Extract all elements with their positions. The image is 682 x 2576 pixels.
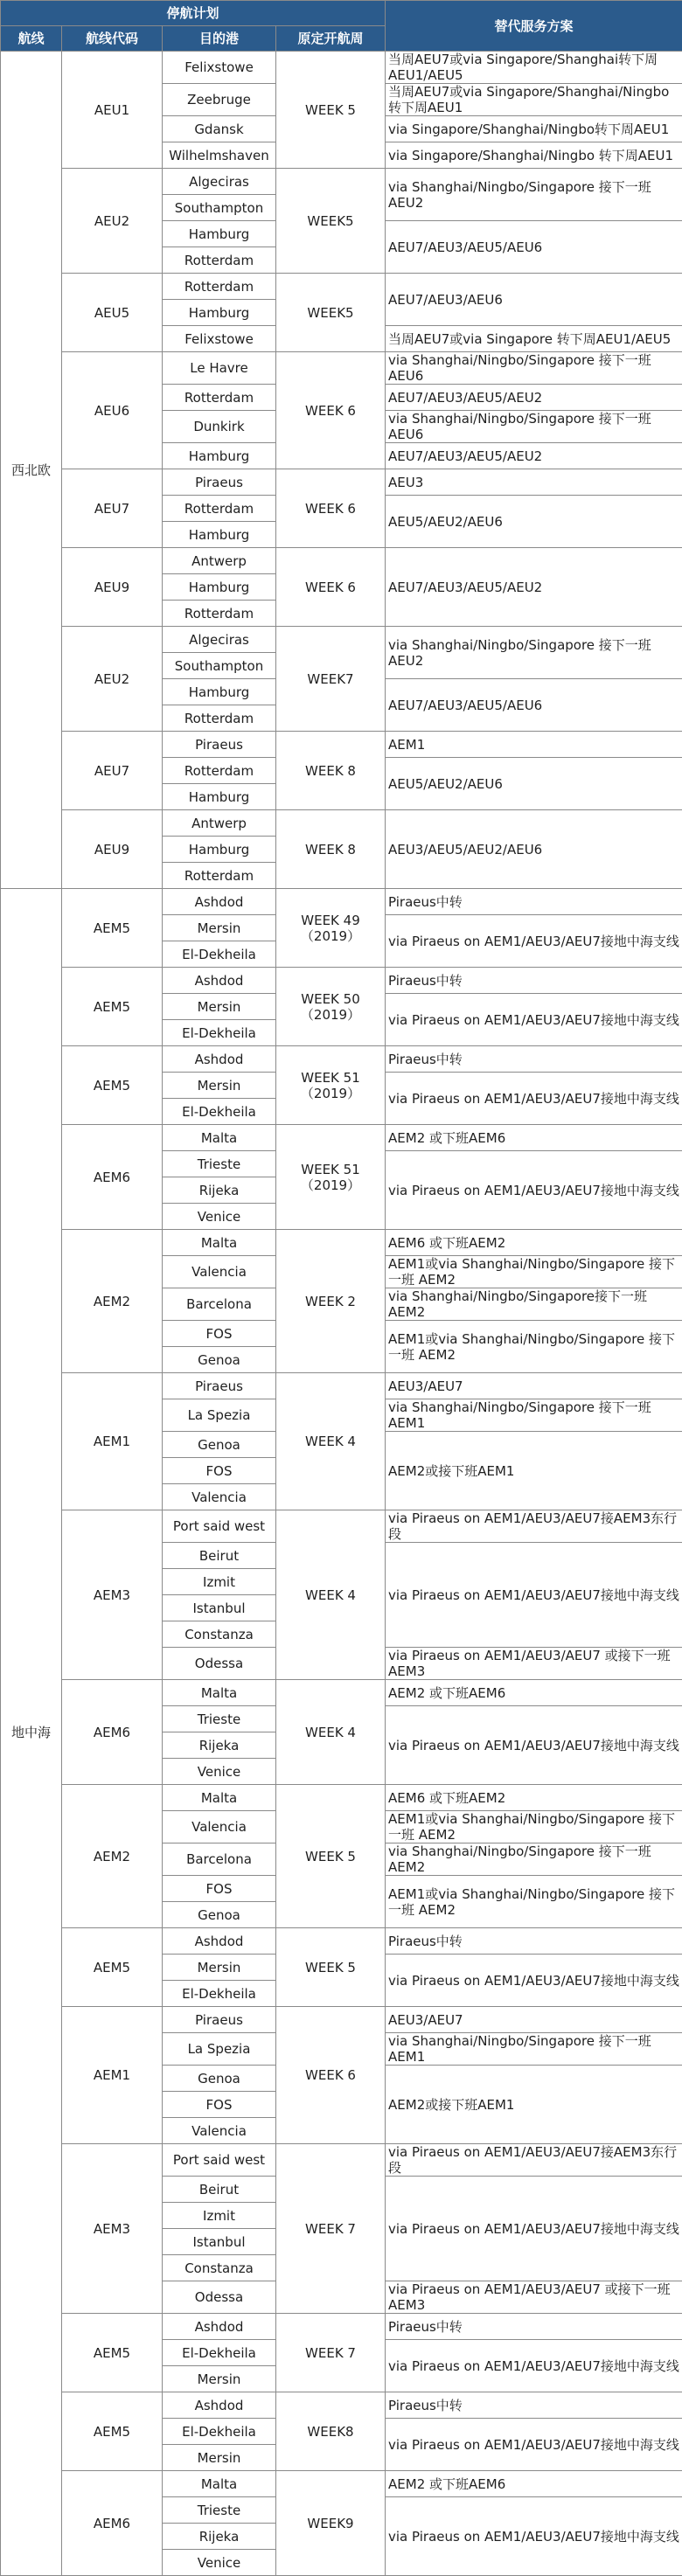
service-code-cell: AEM5	[62, 2314, 163, 2392]
alternative-plan-cell: Piraeus中转	[386, 2392, 682, 2419]
destination-port-cell: Barcelona	[163, 1288, 276, 1321]
destination-port-cell: Algeciras	[163, 627, 276, 653]
destination-port-cell: Southampton	[163, 653, 276, 679]
service-code-cell: AEM3	[62, 2144, 163, 2314]
destination-port-cell: Hamburg	[163, 837, 276, 863]
alternative-plan-cell: via Shanghai/Ningbo/Singapore 接下一班AEU2	[386, 627, 682, 679]
table-header	[1, 1, 682, 52]
alternative-plan-cell: AEU7/AEU3/AEU5/AEU6	[386, 221, 682, 274]
destination-port-cell: La Spezia	[163, 2033, 276, 2066]
table-row	[1, 548, 682, 574]
original-week-cell: WEEK 51（2019）	[276, 1125, 386, 1230]
alternative-plan-cell: via Piraeus on AEM1/AEU3/AEU7接地中海支线	[386, 1073, 682, 1125]
original-week-cell: WEEK5	[276, 274, 386, 352]
original-week-cell: WEEK 8	[276, 810, 386, 889]
original-week-cell: WEEK 6	[276, 352, 386, 469]
alternative-plan-cell: 当周AEU7或via Singapore/Shanghai/Ningbo 转下周AEU1	[386, 84, 682, 116]
table-row	[1, 2314, 682, 2340]
alternative-plan-cell: via Shanghai/Ningbo/Singapore接下一班AEM2	[386, 1288, 682, 1321]
destination-port-cell: Le Havre	[163, 352, 276, 385]
destination-port-cell: Malta	[163, 2471, 276, 2497]
destination-port-cell: Hamburg	[163, 574, 276, 601]
destination-port-cell: La Spezia	[163, 1399, 276, 1432]
destination-port-cell: Malta	[163, 1680, 276, 1706]
service-code-cell: AEU2	[62, 169, 163, 274]
alternative-plan-cell: via Piraeus on AEM1/AEU3/AEU7接地中海支线	[386, 1955, 682, 2007]
table-row	[1, 1510, 682, 1543]
table-row	[1, 1230, 682, 1256]
destination-port-cell: Zeebruge	[163, 84, 276, 116]
original-week-header: 原定开航周	[276, 26, 386, 52]
alternative-plan-cell: Piraeus中转	[386, 968, 682, 994]
alternative-plan-cell: AEU7/AEU3/AEU6	[386, 274, 682, 326]
destination-port-cell: Antwerp	[163, 548, 276, 574]
table-row	[1, 169, 682, 195]
alternative-plan-cell: AEU5/AEU2/AEU6	[386, 496, 682, 548]
alternative-plan-cell: AEM1或via Shanghai/Ningbo/Singapore 接下一班 AEM2	[386, 1876, 682, 1928]
service-code-cell: AEM5	[62, 968, 163, 1046]
destination-port-cell: Venice	[163, 2550, 276, 2576]
alternative-plan-cell: AEM1或via Shanghai/Ningbo/Singapore 接下一班 AEM2	[386, 1256, 682, 1288]
destination-port-cell: Genoa	[163, 1347, 276, 1373]
table-row	[1, 2007, 682, 2033]
destination-port-cell: El-Dekheila	[163, 2419, 276, 2445]
alternative-plan-cell: Piraeus中转	[386, 1928, 682, 1955]
alternative-plan-cell: AEM1或via Shanghai/Ningbo/Singapore 接下一班 AEM2	[386, 1811, 682, 1843]
alternative-plan-cell: AEU7/AEU3/AEU5/AEU2	[386, 443, 682, 469]
destination-port-cell: Rijeka	[163, 2524, 276, 2550]
original-week-cell: WEEK9	[276, 2471, 386, 2576]
destination-port-cell: Istanbul	[163, 2229, 276, 2255]
destination-port-cell: El-Dekheila	[163, 941, 276, 968]
alternative-plan-cell: AEU3/AEU7	[386, 1373, 682, 1399]
destination-port-cell: El-Dekheila	[163, 1020, 276, 1046]
destination-port-cell: Odessa	[163, 2281, 276, 2314]
alternative-plan-cell: AEM2或接下班AEM1	[386, 2066, 682, 2144]
destination-port-cell: Mersin	[163, 1073, 276, 1099]
original-week-cell: WEEK 7	[276, 2314, 386, 2392]
alternative-plan-cell: AEM2或接下班AEM1	[386, 1432, 682, 1510]
destination-port-cell: Ashdod	[163, 2314, 276, 2340]
table-row	[1, 1046, 682, 1073]
table-row	[1, 968, 682, 994]
destination-port-cell: Izmit	[163, 1569, 276, 1595]
alternative-plan-cell: via Piraeus on AEM1/AEU3/AEU7接地中海支线	[386, 1706, 682, 1785]
original-week-cell: WEEK8	[276, 2392, 386, 2471]
service-code-cell: AEM1	[62, 2007, 163, 2144]
destination-port-cell: Ashdod	[163, 968, 276, 994]
alternative-plan-cell: via Piraeus on AEM1/AEU3/AEU7接地中海支线	[386, 2497, 682, 2576]
route-header: 航线	[1, 26, 62, 52]
suspension-plan-header: 停航计划	[1, 1, 386, 26]
table-row	[1, 2392, 682, 2419]
destination-port-cell: Rotterdam	[163, 385, 276, 411]
destination-port-cell: Rotterdam	[163, 758, 276, 784]
service-code-cell: AEU9	[62, 810, 163, 889]
destination-port-cell: Malta	[163, 1125, 276, 1151]
alternative-plan-cell: via Piraeus on AEM1/AEU3/AEU7 或接下一班AEM3	[386, 2281, 682, 2314]
destination-port-cell: Beirut	[163, 2177, 276, 2203]
alternative-plan-cell: via Piraeus on AEM1/AEU3/AEU7接地中海支线	[386, 915, 682, 968]
destination-port-cell: Venice	[163, 1204, 276, 1230]
original-week-cell: WEEK 6	[276, 469, 386, 548]
table-row	[1, 469, 682, 496]
alternative-plan-cell: via Piraeus on AEM1/AEU3/AEU7 或接下一班AEM3	[386, 1648, 682, 1680]
destination-port-cell: FOS	[163, 1458, 276, 1484]
destination-port-cell: Rotterdam	[163, 247, 276, 274]
destination-port-cell: FOS	[163, 1876, 276, 1902]
alternative-plan-cell: AEU7/AEU3/AEU5/AEU2	[386, 548, 682, 627]
destination-port-cell: Mersin	[163, 1955, 276, 1981]
destination-port-cell: Constanza	[163, 2255, 276, 2281]
alternative-plan-cell: via Shanghai/Ningbo/Singapore 接下一班AEU6	[386, 411, 682, 443]
original-week-cell: WEEK 8	[276, 732, 386, 810]
destination-port-cell: Hamburg	[163, 679, 276, 705]
destination-port-cell: Port said west	[163, 2144, 276, 2177]
table-row	[1, 352, 682, 385]
table-row	[1, 52, 682, 84]
destination-port-cell: Ashdod	[163, 1928, 276, 1955]
table-row	[1, 2471, 682, 2497]
alternative-plan-cell: via Singapore/Shanghai/Ningbo 转下周AEU1	[386, 142, 682, 169]
table-body	[1, 52, 682, 2576]
region-cell: 西北欧	[1, 52, 62, 889]
destination-port-cell: Genoa	[163, 2066, 276, 2092]
destination-port-cell: El-Dekheila	[163, 1981, 276, 2007]
table-row	[1, 889, 682, 915]
alternative-plan-cell: AEM1	[386, 732, 682, 758]
destination-port-cell: Beirut	[163, 1543, 276, 1569]
service-code-cell: AEM6	[62, 1125, 163, 1230]
original-week-cell: WEEK5	[276, 169, 386, 274]
table-row	[1, 274, 682, 300]
destination-port-cell: Venice	[163, 1759, 276, 1785]
original-week-cell: WEEK7	[276, 627, 386, 732]
alternative-plan-cell: via Singapore/Shanghai/Ningbo转下周AEU1	[386, 116, 682, 142]
destination-port-cell: Rotterdam	[163, 863, 276, 889]
destination-port-cell: Hamburg	[163, 784, 276, 810]
destination-port-cell: Felixstowe	[163, 326, 276, 352]
service-code-cell: AEM1	[62, 1373, 163, 1510]
service-code-cell: AEM5	[62, 1046, 163, 1125]
destination-port-cell: Hamburg	[163, 443, 276, 469]
destination-port-cell: Mersin	[163, 994, 276, 1020]
destination-port-cell: Trieste	[163, 2497, 276, 2524]
service-code-cell: AEU7	[62, 469, 163, 548]
region-cell: 地中海	[1, 889, 62, 2576]
destination-port-cell: Istanbul	[163, 1595, 276, 1621]
alternative-plan-cell: AEU3/AEU5/AEU2/AEU6	[386, 810, 682, 889]
destination-port-cell: Hamburg	[163, 522, 276, 548]
original-week-cell: WEEK 5	[276, 52, 386, 169]
alternative-plan-cell: AEM2 或下班AEM6	[386, 1125, 682, 1151]
destination-port-cell: Mersin	[163, 2366, 276, 2392]
original-week-cell: WEEK 49（2019）	[276, 889, 386, 968]
service-code-cell: AEU2	[62, 627, 163, 732]
alternative-plan-cell: via Shanghai/Ningbo/Singapore 接下一班AEM1	[386, 2033, 682, 2066]
alternative-plan-cell: via Piraeus on AEM1/AEU3/AEU7接地中海支线	[386, 2340, 682, 2392]
table-row	[1, 1785, 682, 1811]
service-code-cell: AEM5	[62, 1928, 163, 2007]
table-row	[1, 2144, 682, 2177]
alternative-plan-cell: via Shanghai/Ningbo/Singapore 接下一班AEM2	[386, 1843, 682, 1876]
destination-port-cell: Ashdod	[163, 2392, 276, 2419]
alternative-plan-header: 替代服务方案	[386, 1, 682, 52]
alternative-plan-cell: via Piraeus on AEM1/AEU3/AEU7接地中海支线	[386, 1151, 682, 1230]
alternative-plan-cell: AEU7/AEU3/AEU5/AEU2	[386, 385, 682, 411]
alternative-plan-cell: via Piraeus on AEM1/AEU3/AEU7接地中海支线	[386, 2177, 682, 2281]
destination-port-cell: Gdansk	[163, 116, 276, 142]
destination-port-cell: Constanza	[163, 1621, 276, 1648]
destination-port-cell: Algeciras	[163, 169, 276, 195]
alternative-plan-cell: Piraeus中转	[386, 2314, 682, 2340]
alternative-plan-cell: via Shanghai/Ningbo/Singapore 接下一班AEU6	[386, 352, 682, 385]
destination-port-cell: Port said west	[163, 1510, 276, 1543]
destination-port-cell: Genoa	[163, 1902, 276, 1928]
destination-port-cell: Valencia	[163, 1484, 276, 1510]
destination-port-cell: FOS	[163, 2092, 276, 2118]
original-week-cell: WEEK 6	[276, 2007, 386, 2144]
original-week-cell: WEEK 5	[276, 1928, 386, 2007]
service-code-cell: AEM5	[62, 2392, 163, 2471]
alternative-plan-cell: via Shanghai/Ningbo/Singapore 接下一班AEU2	[386, 169, 682, 221]
alternative-plan-cell: AEM1或via Shanghai/Ningbo/Singapore 接下一班 AEM2	[386, 1321, 682, 1373]
destination-port-cell: Odessa	[163, 1648, 276, 1680]
destination-port-cell: Mersin	[163, 2445, 276, 2471]
service-code-cell: AEU5	[62, 274, 163, 352]
destination-port-cell: Trieste	[163, 1151, 276, 1177]
destination-port-cell: Southampton	[163, 195, 276, 221]
table-row	[1, 1928, 682, 1955]
destination-port-cell: Rijeka	[163, 1732, 276, 1759]
destination-port-cell: FOS	[163, 1321, 276, 1347]
original-week-cell: WEEK 51（2019）	[276, 1046, 386, 1125]
alternative-plan-cell: AEM6 或下班AEM2	[386, 1230, 682, 1256]
destination-port-cell: Rotterdam	[163, 705, 276, 732]
alternative-plan-cell: 当周AEU7或via Singapore 转下周AEU1/AEU5	[386, 326, 682, 352]
destination-port-cell: Hamburg	[163, 221, 276, 247]
alternative-plan-cell: via Piraeus on AEM1/AEU3/AEU7接地中海支线	[386, 1543, 682, 1648]
alternative-plan-cell: via Piraeus on AEM1/AEU3/AEU7接地中海支线	[386, 2419, 682, 2471]
destination-port-cell: Valencia	[163, 1811, 276, 1843]
service-code-cell: AEU6	[62, 352, 163, 469]
service-code-cell: AEU7	[62, 732, 163, 810]
table-row	[1, 1125, 682, 1151]
destination-port-cell: Wilhelmshaven	[163, 142, 276, 169]
alternative-plan-cell: AEM6 或下班AEM2	[386, 1785, 682, 1811]
destination-port-cell: Rotterdam	[163, 496, 276, 522]
original-week-cell: WEEK 50（2019）	[276, 968, 386, 1046]
service-code-cell: AEM2	[62, 1785, 163, 1928]
alternative-plan-cell: 当周AEU7或via Singapore/Shanghai转下周AEU1/AEU5	[386, 52, 682, 84]
table-row	[1, 1373, 682, 1399]
table-row	[1, 810, 682, 837]
destination-port-cell: Mersin	[163, 915, 276, 941]
original-week-cell: WEEK 4	[276, 1510, 386, 1680]
table-row	[1, 627, 682, 653]
destination-port-cell: Antwerp	[163, 810, 276, 837]
alternative-plan-cell: AEU3/AEU7	[386, 2007, 682, 2033]
service-code-cell: AEM6	[62, 2471, 163, 2576]
destination-port-cell: Valencia	[163, 2118, 276, 2144]
destination-port-cell: Barcelona	[163, 1843, 276, 1876]
destination-port-cell: Dunkirk	[163, 411, 276, 443]
destination-port-cell: Piraeus	[163, 2007, 276, 2033]
destination-port-cell: El-Dekheila	[163, 2340, 276, 2366]
service-code-cell: AEM3	[62, 1510, 163, 1680]
alternative-plan-cell: via Shanghai/Ningbo/Singapore 接下一班AEM1	[386, 1399, 682, 1432]
alternative-plan-cell: AEU7/AEU3/AEU5/AEU6	[386, 679, 682, 732]
destination-port-cell: Rotterdam	[163, 274, 276, 300]
alternative-plan-cell: AEU5/AEU2/AEU6	[386, 758, 682, 810]
service-code-cell: AEM5	[62, 889, 163, 968]
service-code-header: 航线代码	[62, 26, 163, 52]
destination-port-cell: Piraeus	[163, 732, 276, 758]
original-week-cell: WEEK 4	[276, 1680, 386, 1785]
alternative-plan-cell: via Piraeus on AEM1/AEU3/AEU7接AEM3东行段	[386, 2144, 682, 2177]
alternative-plan-cell: Piraeus中转	[386, 889, 682, 915]
original-week-cell: WEEK 7	[276, 2144, 386, 2314]
service-code-cell: AEU9	[62, 548, 163, 627]
destination-port-cell: Malta	[163, 1785, 276, 1811]
alternative-plan-cell: AEM2 或下班AEM6	[386, 1680, 682, 1706]
destination-port-cell: Felixstowe	[163, 52, 276, 84]
original-week-cell: WEEK 2	[276, 1230, 386, 1373]
destination-port-cell: Valencia	[163, 1256, 276, 1288]
destination-port-cell: Ashdod	[163, 889, 276, 915]
alternative-plan-cell: Piraeus中转	[386, 1046, 682, 1073]
alternative-plan-cell: AEM2 或下班AEM6	[386, 2471, 682, 2497]
destination-port-cell: Rotterdam	[163, 601, 276, 627]
alternative-plan-cell: AEU3	[386, 469, 682, 496]
destination-port-cell: Genoa	[163, 1432, 276, 1458]
service-code-cell: AEM2	[62, 1230, 163, 1373]
original-week-cell: WEEK 6	[276, 548, 386, 627]
destination-port-cell: Trieste	[163, 1706, 276, 1732]
table-row	[1, 732, 682, 758]
destination-port-cell: Piraeus	[163, 1373, 276, 1399]
destination-port-cell: El-Dekheila	[163, 1099, 276, 1125]
destination-header: 目的港	[163, 26, 276, 52]
original-week-cell: WEEK 5	[276, 1785, 386, 1928]
table-row	[1, 1680, 682, 1706]
destination-port-cell: Izmit	[163, 2203, 276, 2229]
destination-port-cell: Rijeka	[163, 1177, 276, 1204]
destination-port-cell: Piraeus	[163, 469, 276, 496]
original-week-cell: WEEK 4	[276, 1373, 386, 1510]
service-code-cell: AEU1	[62, 52, 163, 169]
destination-port-cell: Malta	[163, 1230, 276, 1256]
service-code-cell: AEM6	[62, 1680, 163, 1785]
alternative-plan-cell: via Piraeus on AEM1/AEU3/AEU7接地中海支线	[386, 994, 682, 1046]
alternative-plan-cell: via Piraeus on AEM1/AEU3/AEU7接AEM3东行段	[386, 1510, 682, 1543]
destination-port-cell: Hamburg	[163, 300, 276, 326]
destination-port-cell: Ashdod	[163, 1046, 276, 1073]
